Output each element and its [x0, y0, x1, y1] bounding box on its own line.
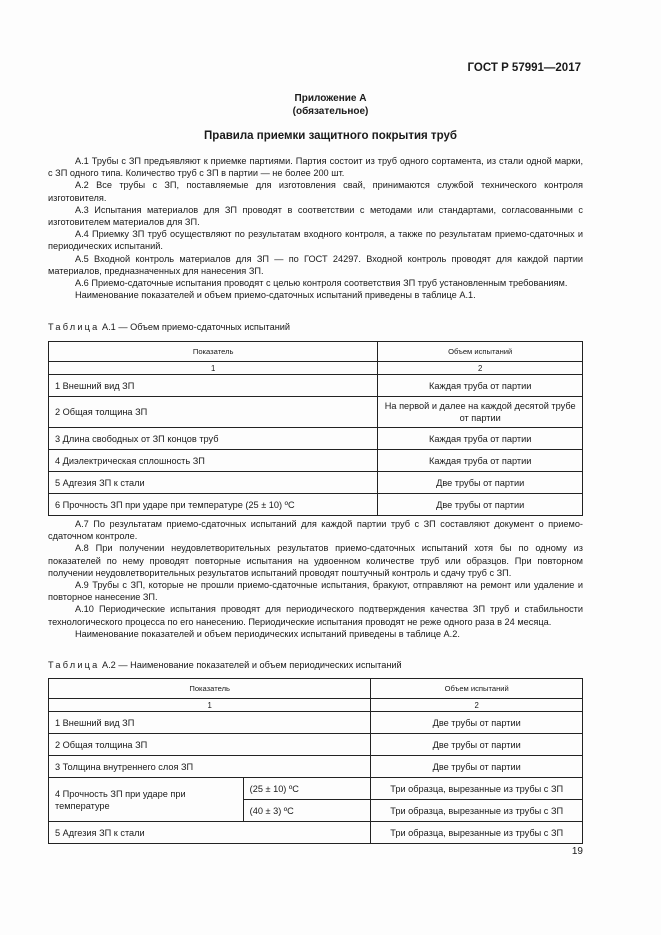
- table2-col-number: 2: [371, 699, 583, 712]
- table-cell: Две трубы от партии: [371, 712, 583, 734]
- table-cell: 3 Толщина внутреннего слоя ЗП: [49, 756, 371, 778]
- table-1: [48, 341, 583, 516]
- table1-caption-word: Таблица: [48, 322, 100, 332]
- table1-header-volume: Объем испытаний: [378, 342, 583, 362]
- table-cell: 2 Общая толщина ЗП: [49, 734, 371, 756]
- table-cell: 1 Внешний вид ЗП: [49, 375, 378, 397]
- table-row: [49, 822, 583, 844]
- table-cell: 4 Диэлектрическая сплошность ЗП: [49, 450, 378, 472]
- table-cell: На первой и далее на каждой десятой трубе от партии: [378, 397, 583, 428]
- table-row: [49, 756, 583, 778]
- table-row: [49, 472, 583, 494]
- paragraphs-block-2: [48, 518, 583, 640]
- table-cell: 1 Внешний вид ЗП: [49, 712, 371, 734]
- table1-col-number: 2: [378, 362, 583, 375]
- paragraph-a3: А.3 Испытания материалов для ЗП проводят в соответствии с методами или стандартами, согласованными с изготовителем материалов для ЗП.: [48, 204, 583, 228]
- table2-number-row: [49, 699, 583, 712]
- table-cell: Каждая труба от партии: [378, 375, 583, 397]
- table-cell: Две трубы от партии: [378, 472, 583, 494]
- paragraph-table2-ref: Наименование показателей и объем периодических испытаний приведены в таблице А.2.: [75, 628, 460, 639]
- table-cell: Каждая труба от партии: [378, 428, 583, 450]
- table-cell: (40 ± 3) ºС: [243, 800, 371, 822]
- appendix-status: (обязательное): [292, 106, 369, 117]
- paragraph-a5: А.5 Входной контроль материалов для ЗП — по ГОСТ 24297. Входной контроль проводят для каждой партии материалов, предназначенных для нанесения ЗП.: [48, 253, 583, 276]
- table2-header-indicator: Показатель: [49, 679, 371, 699]
- table-cell: 2 Общая толщина ЗП: [49, 397, 378, 428]
- paragraph-a10: А.10 Периодические испытания проводят для периодического подтверждения качества ЗП труб и стабильности технологического процесса по его нанесению. Периодические испытания проводят не реже одного раза в 24 месяца.: [48, 604, 583, 627]
- table-row: [49, 428, 583, 450]
- table-cell: Три образца, вырезанные из трубы с ЗП: [371, 822, 583, 844]
- paragraph-a9: А.9 Трубы с ЗП, которые не прошли приемо-сдаточные испытания, бракуют, отправляют на ремонт или удаление и повторное нанесение ЗП.: [48, 580, 583, 603]
- paragraph-a6: А.6 Приемо-сдаточные испытания проводят с целью контроля соответствия ЗП труб установленным требованиям.: [75, 278, 568, 289]
- table-cell: Две трубы от партии: [371, 734, 583, 756]
- table2-caption: [48, 660, 402, 670]
- table1-col-number: 1: [49, 362, 378, 375]
- table2-header-row: [49, 679, 583, 699]
- table-cell: Три образца, вырезанные из трубы с ЗП: [371, 800, 583, 822]
- table1-caption-text: А.1 — Объем приемо-сдаточных испытаний: [102, 322, 291, 332]
- table-row: [49, 397, 583, 428]
- table-cell: Две трубы от партии: [371, 756, 583, 778]
- table1-header-indicator: Показатель: [49, 342, 378, 362]
- table1-caption: [48, 322, 290, 332]
- table-2: [48, 678, 583, 844]
- paragraph-a7: А.7 По результатам приемо-сдаточных испытаний для каждой партии труб с ЗП составляют документ о приемо-сдаточном контроле.: [48, 519, 583, 542]
- table-cell: (25 ± 10) ºС: [243, 778, 371, 800]
- table-cell: Две трубы от партии: [378, 494, 583, 516]
- paragraph-a2: А.2 Все трубы с ЗП, поставляемые для изготовления свай, принимаются службой технического контроля изготовителя.: [48, 180, 583, 203]
- section-title: Правила приемки защитного покрытия труб: [204, 130, 457, 142]
- table2-header-volume: Объем испытаний: [371, 679, 583, 699]
- paragraphs-block-1: [48, 155, 583, 301]
- paragraph-a4: А.4 Приемку ЗП труб осуществляют по результатам входного контроля, а также по результатам приемо-сдаточных и периодических испытаний.: [48, 229, 583, 252]
- table-cell: Три образца, вырезанные из трубы с ЗП: [371, 778, 583, 800]
- page-number: 19: [571, 846, 583, 857]
- table-cell: 4 Прочность ЗП при ударе при температуре: [49, 778, 244, 822]
- table2-caption-word: Таблица: [48, 660, 100, 670]
- paragraph-table1-ref: Наименование показателей и объем приемо-сдаточных испытаний приведены в таблице А.1.: [75, 290, 476, 301]
- table-cell: 3 Длина свободных от ЗП концов труб: [49, 428, 378, 450]
- table-cell: 6 Прочность ЗП при ударе при температуре (25 ± 10) ºС: [49, 494, 378, 516]
- table-row: [49, 734, 583, 756]
- table-row: [49, 494, 583, 516]
- table-row: [49, 712, 583, 734]
- table-cell: 5 Адгезия ЗП к стали: [49, 472, 378, 494]
- table-row: [49, 375, 583, 397]
- table-cell: Каждая труба от партии: [378, 450, 583, 472]
- paragraph-a8: А.8 При получении неудовлетворительных результатов приемо-сдаточных испытаний хотя бы по одному из показателей по нему проводят повторные испытания на удвоенном количестве труб или образцов. При повторном получении неудовлетворительных результатов испытаний проводят поштучный контроль и сдачу труб с ЗП.: [48, 543, 583, 578]
- table-row: [49, 778, 583, 800]
- table2-col-number: 1: [49, 699, 371, 712]
- table2-caption-text: А.2 — Наименование показателей и объем периодических испытаний: [102, 660, 402, 670]
- document-code: ГОСТ Р 57991—2017: [467, 62, 581, 74]
- table-row: [49, 450, 583, 472]
- table1-number-row: [49, 362, 583, 375]
- table-cell: 5 Адгезия ЗП к стали: [49, 822, 371, 844]
- appendix-title: Приложение А: [294, 93, 367, 104]
- appendix-heading: [0, 92, 661, 118]
- table1-header-row: [49, 342, 583, 362]
- paragraph-a1: А.1 Трубы с ЗП предъявляют к приемке партиями. Партия состоит из труб одного сортамента, из стали одной марки, с ЗП одного типа. Количество труб с ЗП в партии — не более 200 шт.: [48, 156, 583, 179]
